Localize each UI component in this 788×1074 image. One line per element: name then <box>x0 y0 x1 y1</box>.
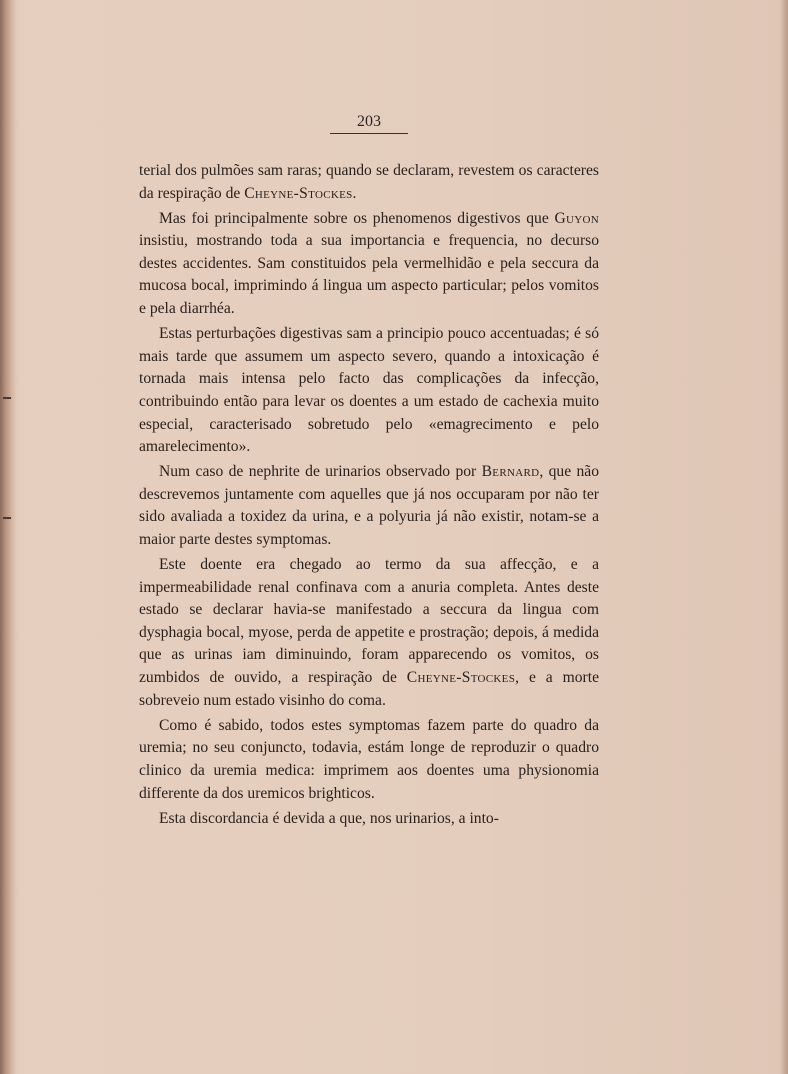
paragraph <box>139 715 599 805</box>
paragraph <box>139 461 599 551</box>
author-name: Guyon <box>554 209 599 227</box>
paragraph-text: , que não descrevemos juntamente com aquelles que já nos occuparam por não ter sido avaliada a toxidez da urina, e a polyuria já não existir, notam-se a maior parte destes symptomas. <box>139 463 599 548</box>
margin-mark <box>3 397 11 399</box>
body-text <box>139 160 599 830</box>
paragraph-text: Mas foi principalmente sobre os phenomenos digestivos que <box>159 209 555 227</box>
page-number: 203 <box>357 113 381 130</box>
author-name: Bernard <box>481 463 540 481</box>
paragraph-text: Este doente era chegado ao termo da sua affecção, e a impermeabilidade renal confinava com a anuria completa. Antes deste estado se declarar havia-se manifestado a seccura da lingua com dysphagia bocal, myose, perda de appetite e prostração; depois, á medida que as urinas iam diminuindo, foram apparecendo os vomitos, os zumbidos de ouvido, a respiração de <box>139 556 599 687</box>
paragraph <box>139 323 599 459</box>
paragraph-text: Num caso de nephrite de urinarios observado por <box>159 463 482 481</box>
page-right-edge <box>780 0 788 1074</box>
paragraph <box>139 554 599 712</box>
paragraph-text: terial dos pulmões sam raras; quando se declaram, revestem os caracteres da respiração de <box>139 162 599 202</box>
paragraph-text: Como é sabido, todos estes symptomas fazem parte do quadro da uremia; no seu conjuncto, todavia, estám longe de reproduzir o quadro clinico da uremia medica: imprimem aos doentes uma physionomia differente da dos uremicos brighticos. <box>139 716 599 802</box>
paragraph <box>139 808 599 831</box>
paragraph-text: . <box>352 184 357 202</box>
author-name: Cheyne-Stockes <box>406 669 516 687</box>
paragraph <box>139 160 599 205</box>
author-name: Cheyne-Stockes <box>244 184 353 202</box>
paragraph-text: insistiu, mostrando toda a sua importancia e frequencia, no decurso destes accidentes. Sam constituidos pela vermelhidão e pela seccura da mucosa bocal, imprimindo á lingua um aspecto particular; pelos vomitos e pela diarrhéa. <box>139 232 599 318</box>
page-number-rule <box>330 133 408 134</box>
page-binding-edge <box>0 0 16 1074</box>
paragraph <box>139 208 599 321</box>
paragraph-text: Estas perturbações digestivas sam a principio pouco accentuadas; é só mais tarde que assumem um aspecto severo, quando a intoxicação é tornada mais intensa pelo facto das complicações da infecção, contribuindo então para levar os doentes a um estado de cachexia muito especial, caracterisado sobretudo pelo «emagrecimento e pelo amarelecimento». <box>139 325 599 456</box>
margin-mark <box>3 517 11 519</box>
paragraph-text: , e a morte sobreveio num estado visinho do coma. <box>139 669 599 709</box>
paragraph-text: Esta discordancia é devida a que, nos urinarios, a into- <box>159 809 499 827</box>
